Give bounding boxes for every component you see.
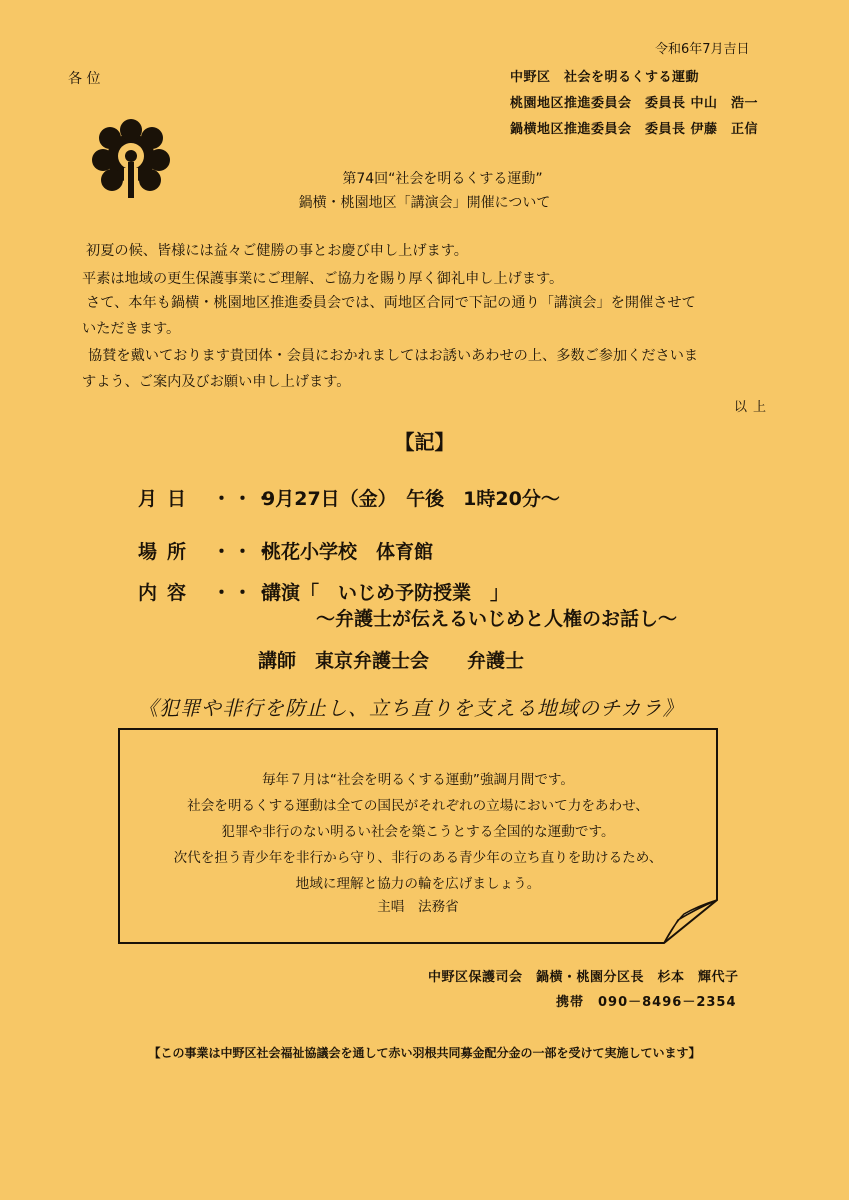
closing-ijou: 以上 (734, 400, 773, 415)
body-paragraph-4: 協賛を戴いております貴団体・会員におかれましてはお誘いあわせの上、多数ご参加くださいま (88, 348, 699, 364)
content-subtitle: ～弁護士が伝えるいじめと人権のお話し～ (316, 608, 678, 630)
note-sponsor: 主唱 法務省 (377, 899, 459, 915)
content-dots: ・・・ (212, 582, 276, 604)
body-paragraph-3: さて、本年も鍋横・桃園地区推進委員会では、両地区合同で下記の通り「講演会」を開催させて (86, 295, 696, 311)
ki-heading: 【記】 (394, 430, 455, 454)
body-paragraph-1: 初夏の候、皆様には益々ご健勝の事とお慶び申し上げます。 (86, 243, 468, 259)
note-line-3: 犯罪や非行のない明るい社会を築こうとする全国的な運動です。 (221, 824, 615, 840)
content-value: 講演「 いじめ予防授業 」 (262, 582, 510, 604)
place-label: 場所 (138, 541, 197, 563)
body-paragraph-4-cont: すよう、ご案内及びお願い申し上げます。 (82, 374, 351, 390)
content-label: 内容 (138, 582, 197, 604)
funding-footer: 【この事業は中野区社会福祉協議会を通して赤い羽根共同募金配分金の一部を受けて実施しています】 (148, 1046, 701, 1060)
note-line-4: 次代を担う青少年を非行から守り、非行のある青少年の立ち直りを助けるため、 (173, 850, 663, 866)
note-line-2: 社会を明るくする運動は全ての国民がそれぞれの立場において力をあわせ、 (187, 798, 649, 814)
place-dots: ・・・ (212, 541, 276, 563)
slogan: 《犯罪や非行を防止し、立ち直りを支える地域のチカラ》 (138, 696, 684, 720)
date-label: 月日 (138, 488, 197, 510)
sender-nabeyoko: 鍋横地区推進委員会 委員長 伊藤 正信 (510, 122, 759, 137)
date-dots: ・・・ (212, 488, 276, 510)
date-value: 9月27日（金） 午後 1時20分～ (262, 488, 560, 510)
body-paragraph-3-cont: いただきます。 (82, 321, 181, 337)
recipients: 各 位 (68, 71, 101, 87)
body-paragraph-2: 平素は地域の更生保護事業にご理解、ご協力を賜り厚く御礼申し上げます。 (82, 271, 564, 287)
contact-person: 中野区保護司会 鍋横・桃園分区長 杉本 輝代子 (428, 970, 739, 985)
sender-momozono: 桃園地区推進委員会 委員長 中山 浩一 (510, 96, 759, 111)
place-value: 桃花小学校 体育館 (262, 541, 434, 563)
title-line-2: 鍋横・桃園地区「講演会」開催について (298, 195, 551, 211)
document-date: 令和6年7月吉日 (655, 42, 750, 57)
title-line-1: 第74回“社会を明るくする運動” (342, 171, 543, 187)
note-line-1: 毎年７月は“社会を明るくする運動”強調月間です。 (261, 772, 575, 788)
sender-org: 中野区 社会を明るくする運動 (510, 70, 700, 85)
note-line-5: 地域に理解と協力の輪を広げましょう。 (295, 876, 541, 892)
lecturer: 講師 東京弁護士会 弁護士 (258, 650, 525, 672)
contact-phone: 携帯 090－8496－2354 (556, 995, 737, 1010)
